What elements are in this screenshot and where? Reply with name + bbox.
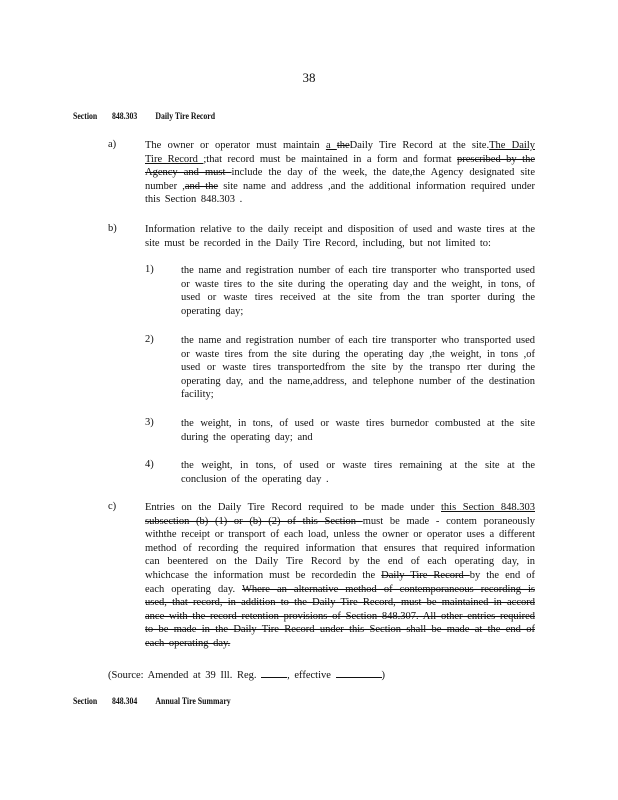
deleted-text: prescribed by the Agency and must (145, 153, 535, 179)
item-a-label: a) (108, 139, 117, 150)
inserted-text: a (325, 140, 337, 151)
item-a-text (145, 139, 535, 207)
source-note (108, 667, 385, 681)
item-b1-label: 1) (145, 264, 154, 275)
section-848-304-heading (73, 697, 249, 707)
text-run: ;that record must be maintained in a form and format (203, 153, 457, 165)
blank-line (336, 667, 382, 678)
text-run: must be made - contem poraneously withthe receipt or transport of each load, unless the owner or operator uses a different method of recording the required information that ensures that required information can beentered on the Daily Tire Record by the end of each operating day, in whichcase the information must be recordedin the (145, 515, 535, 581)
text-run: The owner or operator must maintain (145, 140, 326, 151)
blank-line (261, 667, 287, 678)
item-b-text: Information relative to the daily receipt and disposition of used and waste tires at the site must be recorded in the Daily Tire Record, including, but not limited to: (145, 224, 535, 249)
item-b4-label: 4) (145, 459, 154, 470)
deleted-text: and the (184, 180, 219, 192)
text-run: Daily Tire Record at the site. (349, 140, 490, 151)
text-run: include the day of the week, the date,the Agency designated site number , (145, 167, 535, 192)
item-c-label: c) (108, 501, 117, 512)
section-number: 848.304 (112, 697, 138, 707)
text-run: , effective (287, 670, 336, 681)
inserted-text: The Daily Tire Record (145, 140, 535, 165)
item-c-text (145, 501, 535, 651)
text-run: (Source: Amended at 39 Ill. Reg. (108, 670, 262, 681)
section-title: Annual Tire Summary (155, 697, 231, 707)
section-label: Section (73, 112, 98, 122)
item-b-label: b) (108, 223, 117, 234)
section-title: Daily Tire Record (155, 112, 216, 122)
deleted-text: Daily Tire Record (381, 569, 470, 581)
text-run: ) (381, 670, 386, 681)
section-label: Section (73, 697, 98, 707)
section-848-303-heading (73, 112, 233, 122)
page-number: 38 (302, 70, 316, 85)
item-b3-label: 3) (145, 417, 154, 428)
text-run: by the end of each operating day. (145, 569, 535, 595)
inserted-text: this Section 848.303 (441, 502, 535, 513)
deleted-text: Where an alternative method of contemporaneous recording is used, that record, in addition to the Daily Tire Record, must be maintained in accord ance with the record retention provisions of Section 848.307. All other entries required to be made in the Daily Tire Record under this Section shall be made at the end of each operating day. (145, 583, 535, 649)
item-b4-text: the weight, in tons, of used or waste tires remaining at the site at the conclusion of the operating day . (181, 460, 535, 485)
item-b2-text: the name and registration number of each tire transporter who transported used or waste tires from the site during the operating day ,the weight, in tons ,of used or waste tires transportedfrom the site by the transpo rter during the operating day, and the name,address, and telephone number of the destination facility; (181, 335, 535, 401)
text-run: Entries on the Daily Tire Record required to be made under (145, 502, 441, 513)
item-b1-text: the name and registration number of each tire transporter who transported used or waste tires to the site during the operating day and the weight, in tons, of used or waste tires received at the site from the tran sporter during the operating day; (181, 265, 535, 317)
deleted-text: subsection (b) (1) or (b) (2) of this Section (145, 515, 363, 527)
text-run: site name and address ,and the additional information required under this Section 848.303 . (145, 180, 535, 206)
section-number: 848.303 (112, 112, 138, 122)
item-b2-label: 2) (145, 334, 154, 345)
deleted-text: the (336, 140, 350, 151)
item-b3-text: the weight, in tons, of used or waste tires burnedor combusted at the site during the operating day; and (181, 418, 535, 443)
